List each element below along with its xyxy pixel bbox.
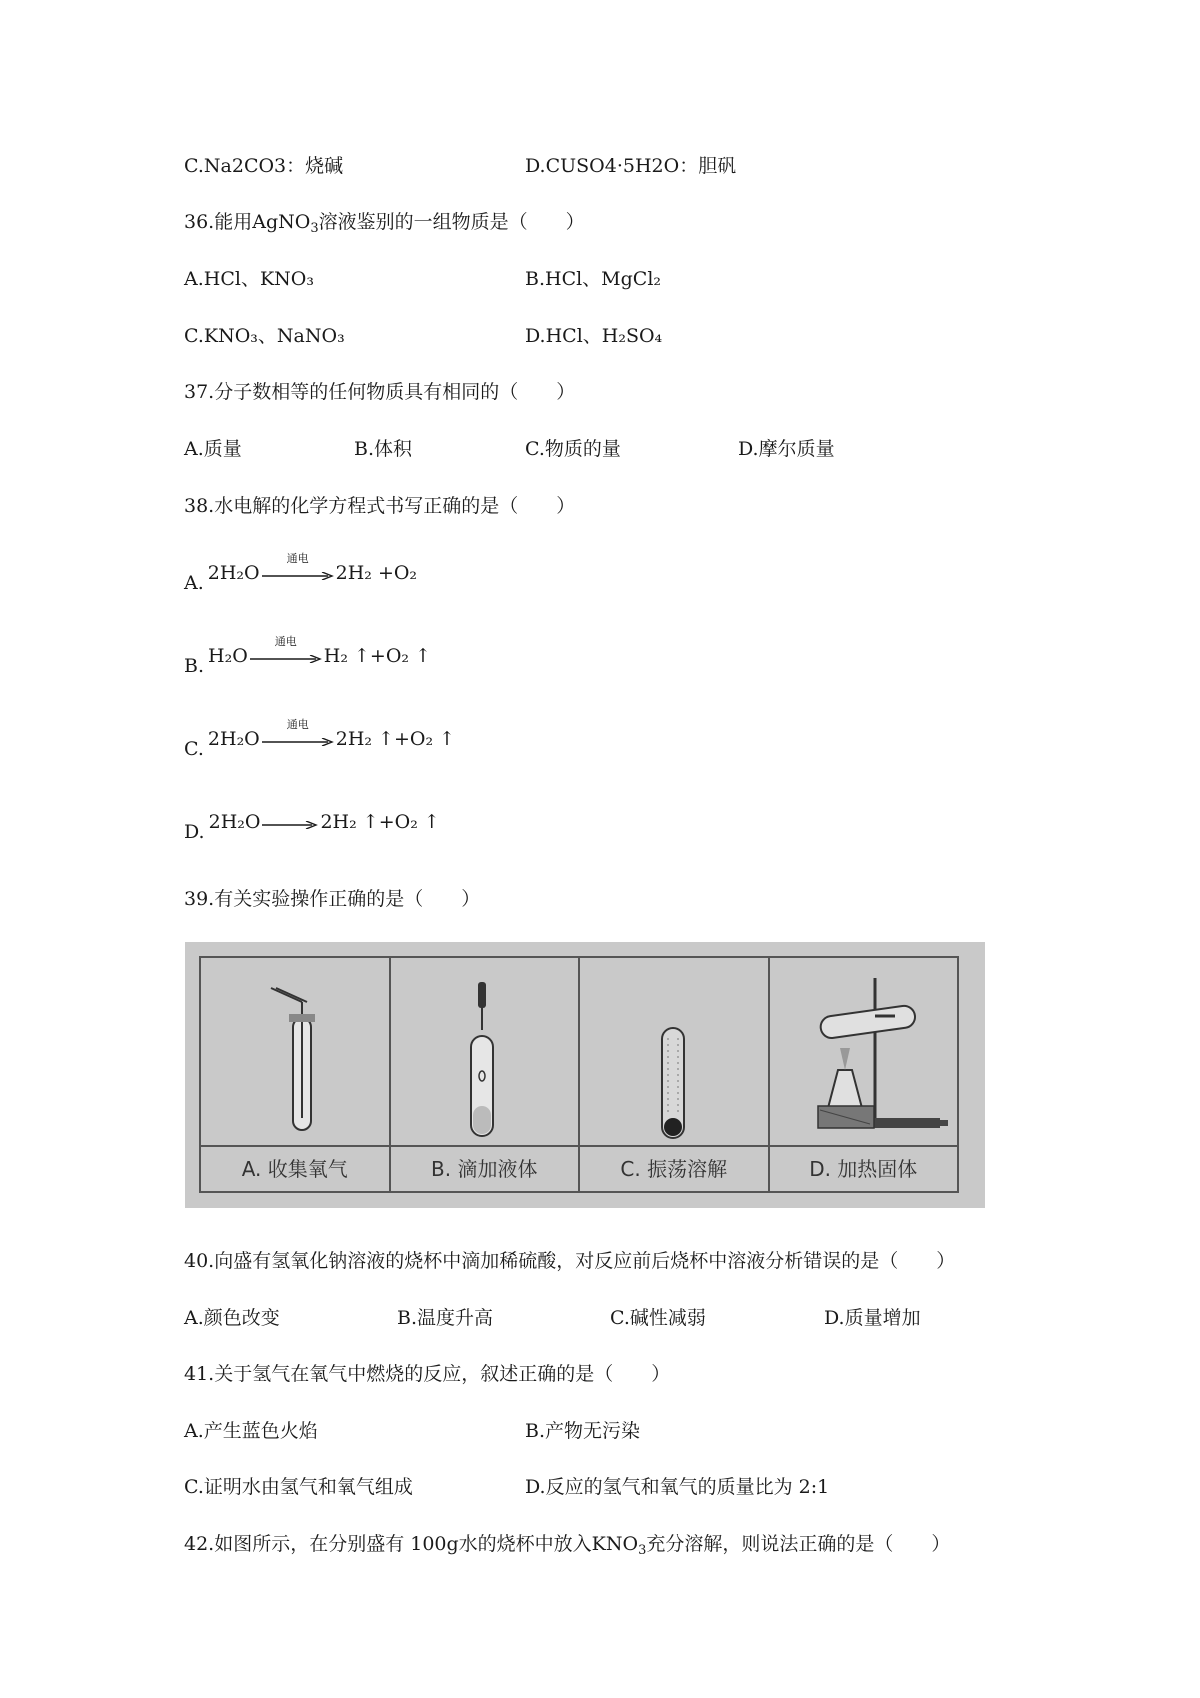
q35-option-d: D.CUSO4·5H2O：胆矾 (525, 155, 737, 177)
q36-option-b: B.HCl、MgCl₂ (525, 268, 662, 290)
q40-stem: 40.向盛有氢氧化钠溶液的烧杯中滴加稀硫酸，对反应前后烧杯中溶液分析错误的是（ ） (184, 1250, 956, 1272)
lab-operations-figure (185, 942, 985, 1208)
reaction-arrow-icon: 通电 (262, 730, 334, 750)
q41-option-b: B.产物无污染 (525, 1420, 641, 1442)
q36-option-a: A.HCl、KNO₃ (184, 268, 314, 290)
figure-cell-a (201, 958, 391, 1191)
q36-option-d: D.HCl、H₂SO₄ (525, 325, 663, 347)
reaction-arrow-icon (262, 813, 318, 833)
q41-option-d: D.反应的氢气和氧气的质量比为 2:1 (525, 1476, 830, 1498)
q36-option-c: C.KNO₃、NaNO₃ (184, 325, 345, 347)
dropper-tube-icon (391, 958, 576, 1143)
q37-option-a: A.质量 (184, 438, 242, 460)
q38-option-c: C. 2H₂O 通电 2H₂ ↑+O₂ ↑ (184, 718, 456, 760)
q41-option-a: A.产生蓝色火焰 (184, 1420, 318, 1442)
figure-cell-d (770, 958, 958, 1191)
q38-option-a: A. 2H₂O 通电 2H₂ +O₂ (184, 552, 418, 594)
q37-option-d: D.摩尔质量 (738, 438, 835, 460)
q37-option-c: C.物质的量 (525, 438, 621, 460)
q38-stem: 38.水电解的化学方程式书写正确的是（ ） (184, 495, 576, 517)
reaction-arrow-icon: 通电 (250, 647, 322, 667)
q36-stem: 36.能用AgNO$_3$溶液鉴别的一组物质是（ ） (184, 211, 585, 236)
q42-stem: 42.如图所示，在分别盛有 100g水的烧杯中放入$KNO_3$充分溶解，则说法正确的是（ ） (184, 1533, 951, 1558)
figure-caption-b: B. 滴加液体 (391, 1145, 579, 1191)
shaking-tube-icon (580, 958, 765, 1143)
q39-stem: 39.有关实验操作正确的是（ ） (184, 888, 481, 910)
q38-option-b: B. H₂O 通电 H₂ ↑+O₂ ↑ (184, 635, 431, 677)
q40-option-c: C.碱性减弱 (610, 1307, 706, 1329)
q37-option-b: B.体积 (354, 438, 413, 460)
q40-option-b: B.温度升高 (397, 1307, 494, 1329)
q38-option-d: D. 2H₂O 2H₂ ↑+O₂ ↑ (184, 811, 440, 843)
q35-option-c: C.Na2CO3：烧碱 (184, 155, 344, 177)
heating-setup-icon (770, 958, 955, 1143)
q37-stem: 37.分子数相等的任何物质具有相同的（ ） (184, 381, 576, 403)
q40-option-a: A.颜色改变 (184, 1307, 280, 1329)
figure-cell-c (580, 958, 770, 1191)
gas-collection-tube-icon (201, 958, 386, 1143)
figure-caption-a: A. 收集氧气 (201, 1145, 389, 1191)
q40-option-d: D.质量增加 (824, 1307, 921, 1329)
reaction-arrow-icon: 通电 (262, 564, 334, 584)
figure-caption-c: C. 振荡溶解 (580, 1145, 768, 1191)
figure-caption-d: D. 加热固体 (770, 1145, 958, 1191)
q41-option-c: C.证明水由氢气和氧气组成 (184, 1476, 413, 1498)
figure-cell-b (391, 958, 581, 1191)
q41-stem: 41.关于氢气在氧气中燃烧的反应，叙述正确的是（ ） (184, 1363, 671, 1385)
